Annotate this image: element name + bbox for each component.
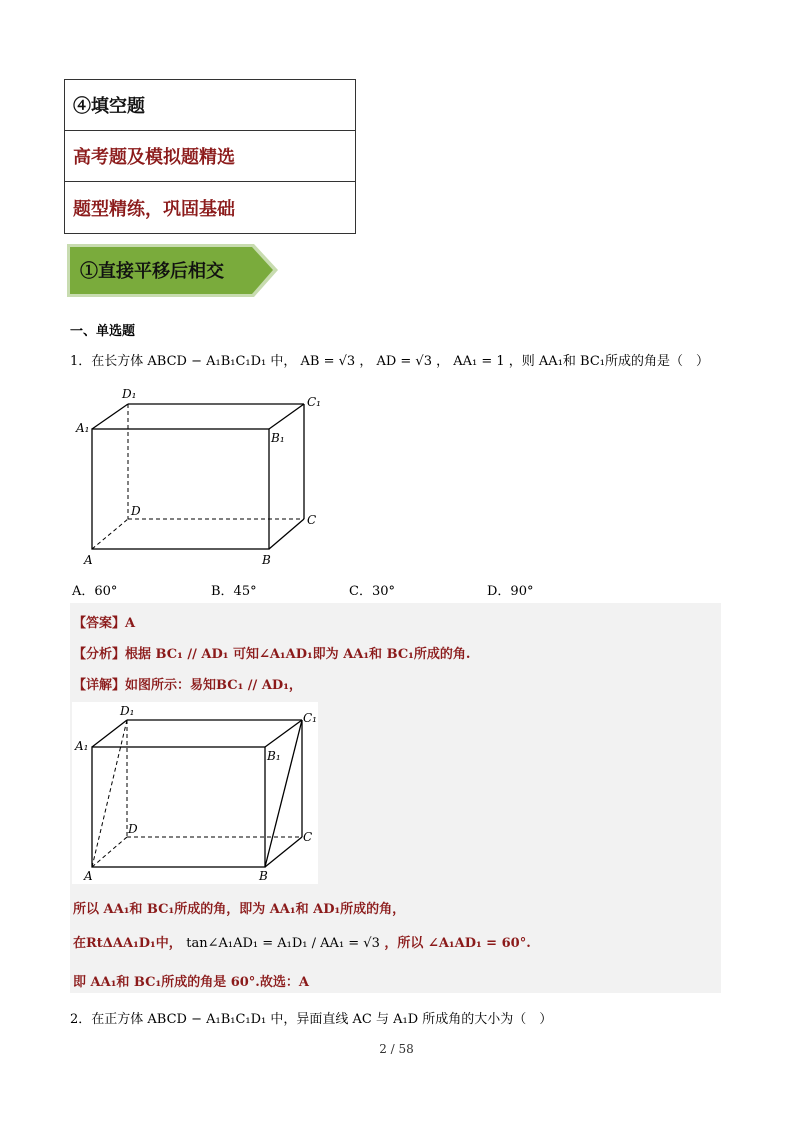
banner-title: ①直接平移后相交 xyxy=(80,261,224,282)
detail-line-2-prefix: 在RtΔAA₁D₁中， xyxy=(73,936,182,951)
label2-A: A xyxy=(84,869,93,883)
detail-line-2 xyxy=(73,932,531,951)
label-B1: B₁ xyxy=(271,431,285,445)
detail-line-2-suffix: ，所以 ∠A₁AD₁ = 60°. xyxy=(384,936,531,951)
analysis-text: 根据 BC₁ // AD₁ 可知∠A₁AD₁即为 AA₁和 BC₁所成的角. xyxy=(125,647,471,662)
answer-label: 【答案】 xyxy=(73,616,126,631)
detail-line-1: 所以 AA₁和 BC₁所成的角，即为 AA₁和 AD₁所成的角， xyxy=(73,902,406,917)
category-fill-blank: ④填空题 xyxy=(65,80,355,131)
label2-B1: B₁ xyxy=(267,749,281,763)
label2-C1: C₁ xyxy=(303,711,317,725)
label2-B: B xyxy=(259,869,268,883)
label2-D1: D₁ xyxy=(120,704,135,718)
option-d: D．90° xyxy=(487,584,534,599)
answer-value: A xyxy=(125,616,136,631)
question-1-text: 1．在长方体 ABCD − A₁B₁C₁D₁ 中， AB = √3 ， AD = √3 ， AA₁ = 1 ，则 AA₁和 BC₁所成的角是（ ） xyxy=(70,354,709,369)
page-number: 2 / 58 xyxy=(379,1042,414,1056)
option-b: B．45° xyxy=(211,584,257,599)
label2-C: C xyxy=(303,830,313,844)
section-banner xyxy=(66,243,280,298)
label-C: C xyxy=(307,513,317,527)
category-practice: 题型精练，巩固基础 xyxy=(73,198,235,220)
detail-line xyxy=(73,674,302,693)
option-c: C．30° xyxy=(349,584,395,599)
label-B: B xyxy=(262,553,271,567)
label2-A1: A₁ xyxy=(75,739,89,753)
question-2-text: 2．在正方体 ABCD − A₁B₁C₁D₁ 中，异面直线 AC 与 A₁D 所成角的大小为（ ） xyxy=(70,1012,553,1027)
label-A1: A₁ xyxy=(76,421,90,435)
answer-line xyxy=(73,612,135,631)
category-exam-selection: 高考题及模拟题精选 xyxy=(65,131,355,182)
label-A: A xyxy=(84,553,93,567)
label-C1: C₁ xyxy=(307,395,321,409)
detail-text: 如图所示：易知BC₁ // AD₁， xyxy=(125,678,302,693)
label2-D: D xyxy=(128,822,138,836)
cuboid-figure-1 xyxy=(74,384,334,569)
analysis-line xyxy=(73,643,470,662)
detail-label: 【详解】 xyxy=(73,678,126,693)
option-a: A．60° xyxy=(72,584,118,599)
detail-line-2-formula: tan∠A₁AD₁ = A₁D₁ / AA₁ = √3 xyxy=(186,936,380,951)
analysis-label: 【分析】 xyxy=(73,647,126,662)
section-heading: 一、单选题 xyxy=(70,324,136,339)
cuboid-figure-2 xyxy=(72,702,318,884)
category-table xyxy=(64,79,356,234)
label-D: D xyxy=(131,504,141,518)
label-D1: D₁ xyxy=(122,387,137,401)
detail-line-3: 即 AA₁和 BC₁所成的角是 60°.故选：A xyxy=(73,975,309,990)
